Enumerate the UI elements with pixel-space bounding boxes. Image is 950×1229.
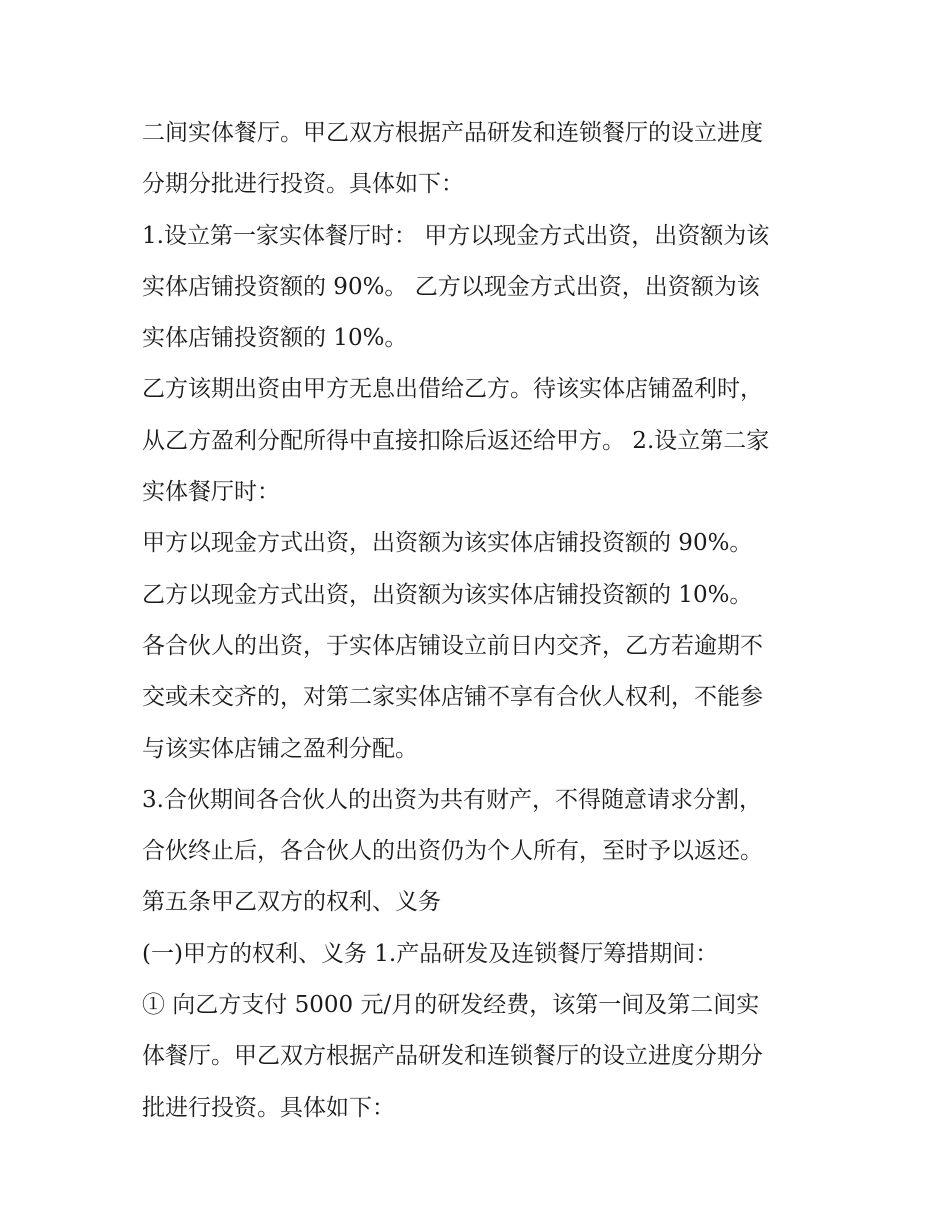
text-line: 交或未交齐的，对第二家实体店铺不享有合伙人权利，不能参	[142, 684, 763, 711]
text-line: 各合伙人的出资，于实体店铺设立前日内交齐，乙方若逾期不	[142, 632, 763, 659]
text-line: 从乙方盈利分配所得中直接扣除后返还给甲方。 2.设立第二家	[142, 427, 770, 454]
text-line: 乙方以现金方式出资，出资额为该实体店铺投资额的 10%。	[142, 581, 753, 608]
text-line: 与该实体店铺之盈利分配。	[142, 735, 418, 762]
text-line: 分期分批进行投资。具体如下：	[142, 171, 464, 198]
text-line: 体餐厅。甲乙双方根据产品研发和连锁餐厅的设立进度分期分	[142, 1043, 763, 1070]
text-line: 批进行投资。具体如下：	[142, 1094, 395, 1121]
text-line: 1.设立第一家实体餐厅时： 甲方以现金方式出资，出资额为该	[142, 222, 770, 249]
text-line: (一)甲方的权利、义务 1.产品研发及连锁餐厅筹措期间：	[142, 940, 719, 967]
section-heading: 第五条甲乙双方的权利、义务	[142, 889, 441, 916]
text-line: 甲方以现金方式出资，出资额为该实体店铺投资额的 90%。	[142, 530, 753, 557]
text-line: 二间实体餐厅。甲乙双方根据产品研发和连锁餐厅的设立进度	[142, 120, 763, 146]
document-body	[142, 108, 822, 1134]
text-line: ① 向乙方支付 5000 元/月的研发经费，该第一间及第二间实	[142, 992, 760, 1019]
text-line: 乙方该期出资由甲方无息出借给乙方。待该实体店铺盈利时，	[142, 376, 763, 403]
text-line: 合伙终止后，各合伙人的出资仍为个人所有，至时予以返还。	[142, 838, 763, 865]
text-line: 实体店铺投资额的 90%。 乙方以现金方式出资，出资额为该	[142, 273, 760, 300]
text-line: 实体餐厅时：	[142, 479, 280, 506]
text-line: 实体店铺投资额的 10%。	[142, 325, 408, 352]
text-line: 3.合伙期间各合伙人的出资为共有财产，不得随意请求分割，	[142, 786, 762, 813]
